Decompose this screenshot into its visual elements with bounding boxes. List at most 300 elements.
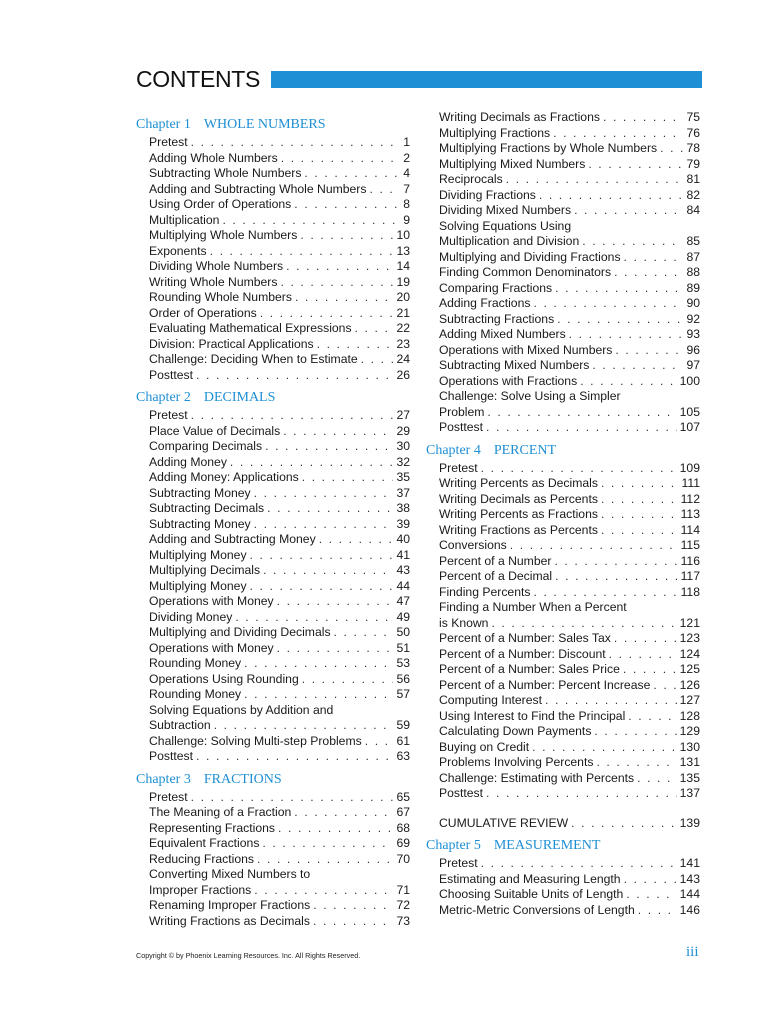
toc-entry — [439, 786, 700, 802]
chapter-label: Chapter 3 — [136, 771, 191, 787]
toc-entry — [149, 672, 410, 688]
toc-entry-title: Posttest — [149, 367, 194, 382]
toc-entry-page: 131 — [679, 755, 700, 769]
dot-leader — [626, 887, 676, 903]
dot-leader — [510, 538, 678, 554]
toc-entry — [439, 647, 700, 663]
toc-entry — [439, 872, 700, 888]
cumulative-review-section — [439, 816, 700, 832]
dot-leader — [260, 306, 394, 322]
dot-leader — [588, 157, 683, 173]
toc-entry-page: 56 — [396, 671, 410, 686]
toc-entry — [439, 476, 700, 492]
toc-entry-title: Estimating and Measuring Length — [439, 871, 621, 886]
toc-entry — [439, 234, 700, 250]
toc-entry-page: 21 — [396, 305, 410, 320]
toc-entry-title: Finding a Number When a Percent — [439, 600, 627, 614]
toc-entry-page: 71 — [396, 882, 410, 897]
toc-entry — [149, 641, 410, 657]
toc-entry-page: 85 — [686, 234, 700, 248]
toc-entry-page: 61 — [396, 733, 410, 748]
toc-entry — [149, 424, 410, 440]
dot-leader — [280, 275, 393, 291]
toc-entry — [149, 182, 410, 198]
toc-entry — [439, 816, 700, 832]
page-title: CONTENTS — [136, 66, 261, 92]
toc-entry-title: Adding Fractions — [439, 296, 531, 310]
toc-entry-title: Percent of a Number: Sales Price — [439, 662, 620, 676]
toc-entry-title: Operations with Fractions — [439, 373, 578, 388]
dot-leader — [533, 296, 683, 312]
toc-entry-page: 14 — [396, 259, 410, 273]
toc-entry-title: Subtracting Decimals — [149, 501, 265, 515]
chapter-label: Chapter 5 — [426, 838, 481, 853]
toc-entry-page: 112 — [680, 491, 700, 506]
toc-entry — [439, 405, 700, 421]
toc-entry — [149, 352, 410, 368]
dot-leader — [487, 405, 676, 421]
chapter-title: WHOLE NUMBERS — [203, 117, 326, 132]
toc-entry-title: Percent of a Decimal — [439, 569, 553, 583]
dot-leader — [283, 424, 393, 440]
toc-entry — [149, 563, 410, 579]
dot-leader — [491, 616, 676, 632]
toc-entry-page: 51 — [396, 640, 410, 655]
toc-entry-title: Rounding Money — [149, 656, 242, 670]
toc-entry-page: 84 — [686, 203, 700, 217]
toc-entry-page: 57 — [396, 687, 410, 701]
toc-entry — [149, 306, 410, 322]
toc-entry — [149, 883, 410, 899]
toc-entry-page: 39 — [396, 516, 410, 531]
toc-entry — [149, 532, 410, 548]
toc-entry — [439, 662, 700, 678]
dot-leader — [555, 281, 683, 297]
dot-leader — [539, 188, 684, 204]
toc-entry — [149, 151, 410, 167]
toc-entry-title: Conversions — [439, 538, 507, 552]
toc-entry-list — [149, 790, 410, 930]
toc-entry-title: Renaming Improper Fractions — [149, 898, 311, 912]
toc-entry-title: Posttest — [439, 420, 484, 434]
toc-entry-page: 27 — [396, 408, 410, 422]
dot-leader — [614, 265, 683, 281]
toc-entry — [149, 805, 410, 821]
toc-entry-page: 128 — [679, 708, 700, 723]
toc-entry-title: Posttest — [149, 749, 194, 763]
dot-leader — [254, 517, 394, 533]
toc-entry-page: 117 — [680, 569, 700, 583]
toc-entry — [439, 126, 700, 142]
toc-entry-title: Percent of a Number — [439, 553, 552, 568]
toc-entry-title: Adding and Subtracting Whole Numbers — [149, 181, 367, 196]
toc-entry — [149, 337, 410, 353]
toc-entry-title: Solving Equations Using — [439, 218, 572, 233]
toc-entry-page: 53 — [396, 656, 410, 670]
toc-entry-page: 72 — [396, 898, 410, 912]
toc-entry — [439, 420, 700, 436]
toc-entry-page: 2 — [403, 150, 410, 165]
toc-entry — [149, 718, 410, 734]
chapter-title: FRACTIONS — [203, 771, 282, 787]
dot-leader — [263, 563, 393, 579]
dot-leader — [317, 337, 394, 353]
toc-entry — [149, 836, 410, 852]
dot-leader — [601, 492, 678, 508]
toc-entry-title: Comparing Decimals — [149, 439, 263, 453]
dot-leader — [553, 126, 683, 142]
toc-entry-title: Multiplying Fractions — [439, 125, 551, 140]
toc-entry — [149, 408, 410, 424]
toc-entry-page: 82 — [686, 187, 700, 202]
toc-entry — [439, 569, 700, 585]
dot-leader — [210, 244, 394, 260]
toc-entry-page: 146 — [679, 902, 700, 917]
toc-entry-title: Rounding Money — [149, 687, 242, 701]
dot-leader — [214, 718, 394, 734]
toc-entry-title: Multiplying and Dividing Decimals — [149, 625, 331, 639]
toc-entry — [149, 790, 410, 806]
dot-leader — [230, 455, 394, 471]
toc-entry-title: Division: Practical Applications — [149, 336, 314, 351]
toc-entry-page: 121 — [679, 615, 700, 630]
toc-entry-title: Challenge: Solve Using a Simpler — [439, 389, 621, 403]
dot-leader — [250, 579, 394, 595]
toc-entry-title: Operations with Money — [149, 594, 274, 608]
toc-entry — [439, 554, 700, 570]
dot-leader — [302, 672, 394, 688]
toc-entry-title: Challenge: Solving Multi-step Problems — [149, 733, 362, 748]
copyright-notice: Copyright © by Phoenix Learning Resources. Inc. All Rights Reserved. — [136, 951, 361, 960]
toc-entry — [439, 740, 700, 756]
toc-entry-page: 130 — [679, 739, 700, 754]
toc-entry-page: 107 — [679, 420, 700, 434]
toc-entry-title: Dividing Fractions — [439, 187, 536, 202]
toc-entry-title: Challenge: Deciding When to Estimate — [149, 352, 358, 366]
chapter-heading — [426, 443, 700, 459]
toc-entry-page: 59 — [396, 718, 410, 732]
toc-entry-title: Solving Equations by Addition and — [149, 702, 334, 717]
toc-entry-page: 75 — [686, 110, 700, 124]
toc-entry-page: 70 — [396, 851, 410, 866]
toc-entry-page: 88 — [686, 265, 700, 279]
toc-entry-page: 105 — [679, 404, 700, 419]
dot-leader — [532, 740, 677, 756]
toc-entry-title: Subtracting Whole Numbers — [149, 166, 302, 180]
toc-entry-title: Metric-Metric Conversions of Length — [439, 902, 635, 917]
toc-entry — [149, 914, 410, 930]
toc-entry-page: 9 — [403, 212, 410, 227]
toc-entry — [439, 523, 700, 539]
contents-header — [136, 66, 702, 92]
toc-entry — [439, 461, 700, 477]
toc-entry-title: Multiplying Fractions by Whole Numbers — [439, 141, 658, 155]
dot-leader — [191, 408, 394, 424]
toc-entry-page: 22 — [396, 321, 410, 335]
toc-entry — [439, 157, 700, 173]
toc-entry-page: 90 — [686, 296, 700, 310]
toc-entry-title: Finding Common Denominators — [439, 265, 612, 279]
toc-entry — [439, 250, 700, 266]
chapter-title: PERCENT — [493, 442, 557, 458]
dot-leader — [313, 898, 393, 914]
toc-entry-page: 19 — [396, 274, 410, 289]
toc-entry — [149, 852, 410, 868]
toc-entry-page: 38 — [396, 501, 410, 515]
toc-entry — [149, 656, 410, 672]
dot-leader — [295, 290, 394, 306]
toc-entry — [439, 678, 700, 694]
toc-entry-title: Using Interest to Find the Principal — [439, 708, 626, 723]
toc-entry — [439, 265, 700, 281]
toc-entry — [149, 228, 410, 244]
dot-leader — [594, 724, 676, 740]
dot-leader — [191, 135, 401, 151]
toc-entry-page: 24 — [396, 352, 410, 366]
toc-entry — [439, 343, 700, 359]
chapter-label: Chapter 4 — [426, 442, 481, 458]
toc-entry-title: Using Order of Operations — [149, 197, 292, 211]
toc-entry — [439, 724, 700, 740]
toc-entry — [149, 579, 410, 595]
toc-entry-title: Writing Fractions as Percents — [439, 522, 598, 537]
toc-entry-page: 96 — [686, 342, 700, 357]
toc-entry-title: Adding Money: Applications — [149, 470, 299, 484]
toc-entry-page: 69 — [396, 836, 410, 850]
toc-entry-title: Writing Decimals as Fractions — [439, 110, 600, 124]
dot-leader — [592, 358, 683, 374]
toc-entry — [439, 172, 700, 188]
toc-entry-title: Calculating Down Payments — [439, 724, 592, 738]
toc-entry — [439, 856, 700, 872]
toc-entry — [439, 374, 700, 390]
toc-entry-title: Adding Whole Numbers — [149, 150, 278, 165]
toc-entry-page: 13 — [396, 243, 410, 258]
toc-entry-page: 10 — [396, 228, 410, 242]
dot-leader — [571, 816, 677, 832]
dot-leader — [557, 312, 683, 328]
toc-entry — [149, 275, 410, 291]
toc-entry — [149, 548, 410, 564]
toc-entry-page: 89 — [686, 280, 700, 295]
toc-entry-page: 144 — [679, 887, 700, 901]
dot-leader — [603, 110, 683, 126]
dot-leader — [257, 852, 393, 868]
toc-entry-page: 113 — [680, 507, 700, 521]
dot-leader — [624, 250, 684, 266]
dot-leader — [319, 532, 394, 548]
toc-entry-title: Pretest — [149, 789, 188, 804]
toc-entry-page: 139 — [679, 815, 700, 830]
toc-entry-title: Multiplying Whole Numbers — [149, 228, 298, 242]
toc-entry-title: Computing Interest — [439, 693, 542, 707]
toc-entry-page: 35 — [396, 470, 410, 484]
toc-entry — [149, 517, 410, 533]
toc-entry-page: 65 — [396, 789, 410, 804]
toc-entry — [149, 455, 410, 471]
toc-entry — [439, 492, 700, 508]
toc-entry-page: 81 — [686, 172, 700, 186]
toc-entry-title: Subtraction — [149, 718, 211, 732]
toc-entry — [439, 203, 700, 219]
dot-leader — [628, 709, 676, 725]
toc-entry-title: Subtracting Money — [149, 485, 251, 500]
dot-leader — [365, 734, 394, 750]
dot-leader — [615, 343, 683, 359]
dot-leader — [278, 821, 393, 837]
dot-leader — [196, 368, 393, 384]
toc-entry — [149, 321, 410, 337]
dot-leader — [361, 352, 394, 368]
toc-entry-page: 109 — [679, 460, 700, 475]
toc-entry-title: Comparing Fractions — [439, 280, 553, 295]
toc-entry-title: Buying on Credit — [439, 739, 530, 754]
toc-entry — [439, 358, 700, 374]
toc-entry-title: Writing Percents as Fractions — [439, 507, 598, 521]
dot-leader — [286, 259, 393, 275]
toc-entry-page: 137 — [679, 786, 700, 800]
dot-leader — [614, 631, 677, 647]
dot-leader — [660, 141, 683, 157]
toc-entry-list — [439, 110, 700, 436]
dot-leader — [277, 594, 394, 610]
spacer — [426, 802, 700, 816]
toc-entry-page: 44 — [396, 578, 410, 593]
toc-entry — [149, 867, 410, 883]
toc-entry-page: 29 — [396, 423, 410, 438]
toc-entry — [149, 486, 410, 502]
toc-entry-title: Posttest — [439, 786, 484, 800]
toc-entry — [439, 709, 700, 725]
toc-entry-page: 4 — [403, 166, 410, 180]
toc-entry-page: 32 — [396, 454, 410, 469]
dot-leader — [369, 182, 400, 198]
chapter-heading — [136, 772, 410, 788]
toc-entry-page: 93 — [686, 327, 700, 341]
toc-entry-page: 118 — [680, 584, 700, 599]
toc-entry-page: 78 — [686, 141, 700, 155]
toc-entry-title: Problem — [439, 404, 485, 419]
toc-entry-page: 50 — [396, 625, 410, 639]
toc-entry-title: Multiplying Mixed Numbers — [439, 156, 586, 171]
toc-entry — [149, 501, 410, 517]
dot-leader — [653, 678, 676, 694]
dot-leader — [601, 476, 679, 492]
toc-entry-title: Equivalent Fractions — [149, 836, 260, 850]
toc-entry-title: Representing Fractions — [149, 820, 275, 835]
toc-entry-page: 68 — [396, 820, 410, 835]
toc-entry-title: Adding Mixed Numbers — [439, 327, 566, 341]
toc-entry — [439, 771, 700, 787]
toc-entry-page: 143 — [679, 871, 700, 886]
toc-entry-title: Percent of a Number: Percent Increase — [439, 677, 651, 692]
chapter-heading — [136, 390, 410, 406]
toc-entry — [149, 290, 410, 306]
chapter-heading — [426, 838, 700, 854]
toc-entry-page: 97 — [686, 358, 700, 372]
dot-leader — [355, 321, 394, 337]
dot-leader — [638, 903, 677, 919]
toc-entry-title: Multiplying Money — [149, 578, 247, 593]
toc-entry-title: Operations with Money — [149, 640, 274, 655]
toc-entry-title: The Meaning of a Fraction — [149, 805, 292, 819]
dot-leader — [481, 461, 677, 477]
toc-entry — [149, 166, 410, 182]
toc-entry — [149, 135, 410, 151]
toc-entry-list — [149, 408, 410, 765]
toc-entry-title: Pretest — [149, 408, 188, 422]
toc-entry-page: 41 — [396, 547, 410, 562]
chapter-title: MEASUREMENT — [493, 838, 601, 853]
toc-entry-page: 37 — [396, 485, 410, 500]
toc-entry-title: Multiplying Decimals — [149, 563, 261, 577]
toc-entry-title: Problems Involving Percents — [439, 755, 594, 769]
dot-leader — [554, 554, 677, 570]
dot-leader — [623, 662, 677, 678]
toc-entry-title: Choosing Suitable Units of Length — [439, 887, 624, 901]
toc-entry-page: 7 — [403, 181, 410, 196]
toc-entry-page: 40 — [396, 532, 410, 546]
toc-entry-title: Percent of a Number: Discount — [439, 646, 606, 661]
dot-leader — [294, 805, 393, 821]
dot-leader — [555, 569, 677, 585]
toc-entry-page: 47 — [396, 594, 410, 608]
toc-entry-page: 126 — [679, 677, 700, 692]
dot-leader — [506, 172, 684, 188]
toc-entry-page: 92 — [686, 311, 700, 326]
dot-leader — [545, 693, 677, 709]
toc-entry-list — [149, 135, 410, 383]
toc-entry — [149, 439, 410, 455]
dot-leader — [191, 790, 394, 806]
toc-entry — [149, 259, 410, 275]
toc-entry-title: Writing Decimals as Percents — [439, 491, 598, 506]
dot-leader — [222, 213, 400, 229]
dot-leader — [267, 501, 393, 517]
toc-entry — [439, 281, 700, 297]
toc-entry — [149, 749, 410, 765]
toc-entry — [439, 887, 700, 903]
toc-entry-title: Reciprocals — [439, 172, 503, 186]
toc-entry — [439, 903, 700, 919]
toc-entry-title: Evaluating Mathematical Expressions — [149, 321, 352, 335]
toc-entry-page: 115 — [680, 538, 700, 552]
toc-entry-title: Multiplication — [149, 212, 220, 227]
dot-leader — [609, 647, 677, 663]
dot-leader — [580, 374, 676, 390]
toc-entry-page: 73 — [396, 913, 410, 928]
toc-entry — [149, 368, 410, 384]
dot-leader — [569, 327, 684, 343]
toc-entry-page: 141 — [679, 856, 700, 870]
toc-entry-title: Reducing Fractions — [149, 851, 254, 866]
toc-entry-title: Place Value of Decimals — [149, 423, 281, 438]
toc-entry — [439, 389, 700, 405]
toc-entry — [439, 631, 700, 647]
toc-entry-list — [439, 856, 700, 918]
toc-entry — [439, 585, 700, 601]
chapter-title: DECIMALS — [203, 390, 276, 405]
toc-entry-page: 20 — [396, 290, 410, 304]
toc-entry-title: Rounding Whole Numbers — [149, 290, 292, 304]
toc-entry-title: Pretest — [439, 856, 478, 870]
toc-entry-title: Multiplication and Division — [439, 234, 580, 248]
dot-leader — [304, 166, 400, 182]
toc-right-column — [426, 110, 700, 918]
chapter-heading — [136, 117, 410, 133]
dot-leader — [294, 197, 400, 213]
toc-entry-title: Exponents — [149, 243, 207, 258]
